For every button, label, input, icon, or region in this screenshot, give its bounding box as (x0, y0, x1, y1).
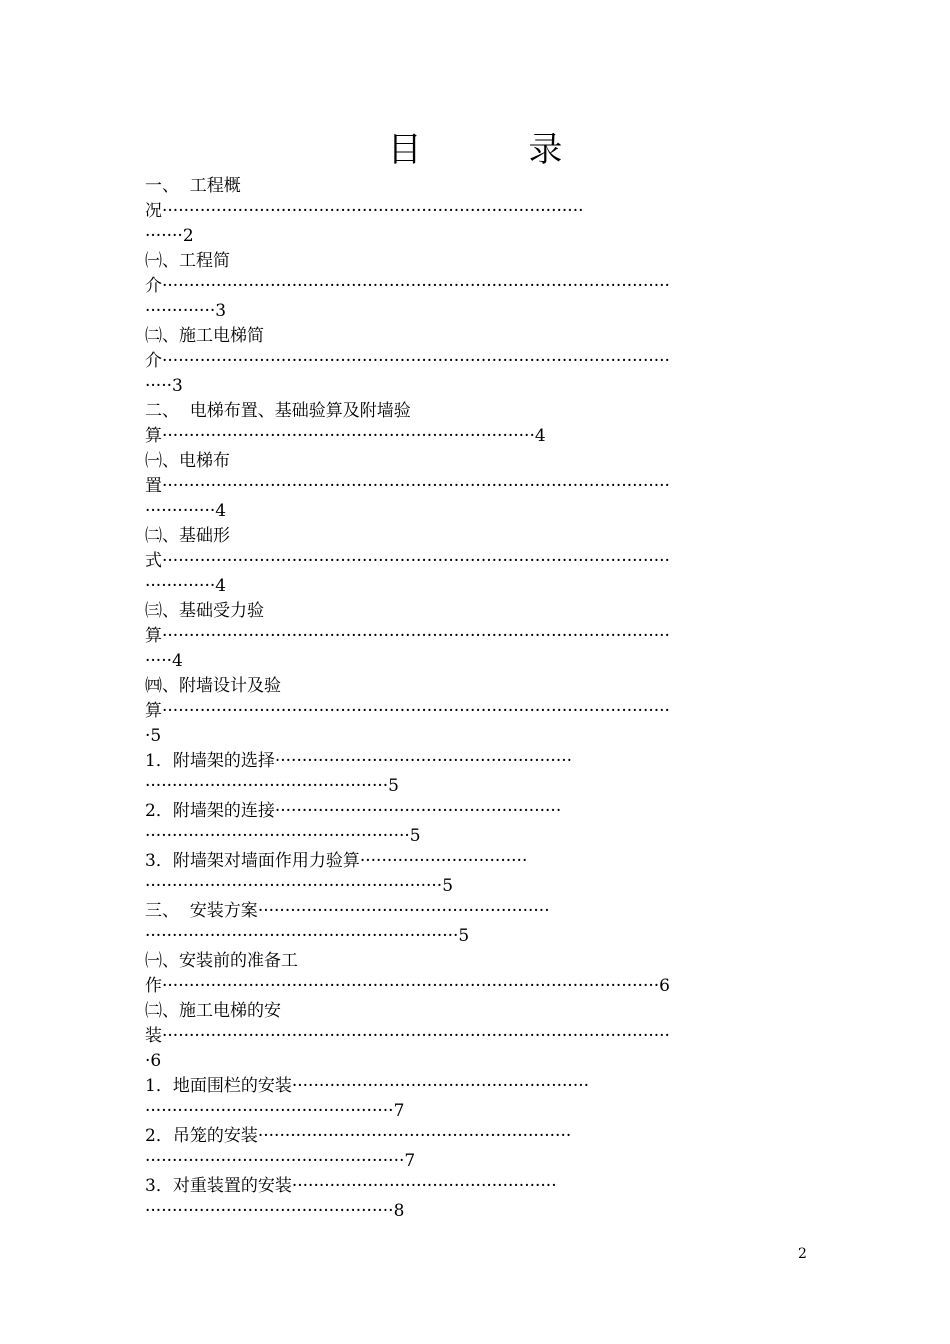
toc-text: 算 (145, 426, 162, 446)
toc-text: 2．吊笼的安装 (145, 1126, 258, 1146)
toc-text: 置 (145, 476, 162, 496)
toc-leader-dots: ·············································································· (162, 201, 584, 221)
toc-text: 2．附墙架的连接 (145, 801, 275, 821)
toc-text: 一、 工程概 (145, 176, 241, 196)
toc-leader-dots: ······························· (359, 851, 528, 871)
toc-leader-dots: ······························································································ (162, 701, 670, 721)
toc-text: ·5 (145, 726, 162, 746)
toc-text: ㈡、施工电梯简 (145, 326, 264, 346)
toc-entry-title[interactable] (145, 599, 264, 624)
toc-entry-title[interactable] (145, 1074, 589, 1099)
toc-entry-leader-page[interactable] (145, 1099, 404, 1124)
toc-entry-leader-page[interactable] (145, 1049, 161, 1074)
toc-entry-title-cont[interactable] (145, 549, 670, 574)
toc-entry-title-cont[interactable] (145, 974, 670, 999)
toc-entry-leader-page[interactable] (145, 924, 469, 949)
toc-entry-leader-page[interactable] (145, 874, 453, 899)
toc-entry-title[interactable] (145, 999, 281, 1024)
toc-entry-title[interactable] (145, 749, 572, 774)
toc-leader-dots: ······························································································ (162, 351, 670, 371)
toc-text: ·················································5 (145, 826, 421, 846)
toc-entry-leader-page[interactable] (145, 224, 194, 249)
toc-entry-title-cont[interactable] (145, 624, 670, 649)
toc-text: ㈠、工程简 (145, 251, 230, 271)
toc-leader-dots: ······················································ (257, 901, 550, 921)
toc-entry-title-cont[interactable] (145, 424, 546, 449)
toc-entry-title[interactable] (145, 1174, 557, 1199)
toc-text: 作 (145, 976, 162, 996)
toc-entry-title[interactable] (145, 524, 230, 549)
toc-text: 介 (145, 351, 162, 371)
page-number: 2 (798, 1246, 807, 1262)
toc-entry-title-cont[interactable] (145, 699, 670, 724)
toc-entry-title[interactable] (145, 899, 550, 924)
toc-text: ··············································7 (145, 1101, 405, 1121)
toc-text: ·············4 (145, 576, 227, 596)
toc-text: 算 (145, 701, 162, 721)
toc-entry-title-cont[interactable] (145, 474, 670, 499)
toc-leader-dots: ······················································· (291, 1076, 590, 1096)
toc-entry-title[interactable] (145, 849, 527, 874)
toc-text: ㈠、电梯布 (145, 451, 230, 471)
toc-text: ㈡、施工电梯的安 (145, 1001, 281, 1021)
toc-entry-title[interactable] (145, 799, 561, 824)
toc-leader-dots: ······························································································ (162, 626, 670, 646)
toc-text: ㈣、附墙设计及验 (145, 676, 281, 696)
toc-text: 式 (145, 551, 162, 571)
toc-entry-title-cont[interactable] (145, 274, 670, 299)
toc-text: ·······················································5 (145, 876, 454, 896)
toc-entry-title[interactable] (145, 174, 241, 199)
toc-leader-dots: ·····································································4 (162, 426, 546, 446)
toc-entry-leader-page[interactable] (145, 299, 226, 324)
toc-leader-dots: ······················································· (274, 751, 573, 771)
toc-entry-leader-page[interactable] (145, 649, 183, 674)
toc-entry-leader-page[interactable] (145, 1199, 404, 1224)
toc-text: ················································7 (145, 1151, 416, 1171)
toc-entry-leader-page[interactable] (145, 1149, 415, 1174)
toc-text: ·····4 (145, 651, 183, 671)
toc-text: 二、 电梯布置、基础验算及附墙验 (145, 401, 411, 421)
toc-entry-leader-page[interactable] (145, 774, 399, 799)
toc-text: 介 (145, 276, 162, 296)
toc-text: 况 (145, 201, 162, 221)
toc-leader-dots: ················································· (291, 1176, 557, 1196)
toc-entry-title[interactable] (145, 674, 281, 699)
toc-entry-title[interactable] (145, 399, 411, 424)
toc-text: 算 (145, 626, 162, 646)
toc-entry-leader-page[interactable] (145, 374, 183, 399)
toc-entry-leader-page[interactable] (145, 724, 161, 749)
toc-text: ·····3 (145, 376, 183, 396)
toc-text: ㈢、基础受力验 (145, 601, 264, 621)
toc-entry-title-cont[interactable] (145, 349, 670, 374)
toc-entry-title[interactable] (145, 1124, 571, 1149)
toc-text: 装 (145, 1026, 162, 1046)
toc-text: ··············································8 (145, 1201, 405, 1221)
toc-text: ·············4 (145, 501, 227, 521)
toc-leader-dots: ······························································································ (162, 476, 670, 496)
toc-leader-dots: ······························································································ (162, 1026, 670, 1046)
toc-entry-title-cont[interactable] (145, 199, 584, 224)
toc-text: ·······2 (145, 226, 194, 246)
toc-text: ·6 (145, 1051, 162, 1071)
toc-text: 3．对重装置的安装 (145, 1176, 292, 1196)
toc-leader-dots: ······························································································ (162, 551, 670, 571)
toc-leader-dots: ·························································· (257, 1126, 572, 1146)
toc-text: 3．附墙架对墙面作用力验算 (145, 851, 360, 871)
toc-text: ㈡、基础形 (145, 526, 230, 546)
toc-text: 1．地面围栏的安装 (145, 1076, 292, 1096)
toc-entry-title[interactable] (145, 949, 298, 974)
toc-entry-title-cont[interactable] (145, 1024, 670, 1049)
toc-entry-title[interactable] (145, 449, 230, 474)
toc-text: ··························································5 (145, 926, 470, 946)
toc-entry-title[interactable] (145, 249, 230, 274)
toc-leader-dots: ····················································· (274, 801, 562, 821)
toc-text: 三、 安装方案 (145, 901, 258, 921)
toc-leader-dots: ······························································································ (162, 276, 670, 296)
toc-text: ·············································5 (145, 776, 399, 796)
toc-text: 1．附墙架的选择 (145, 751, 275, 771)
toc-leader-dots: ····························································································6 (162, 976, 670, 996)
toc-entry-leader-page[interactable] (145, 824, 421, 849)
toc-entry-leader-page[interactable] (145, 574, 226, 599)
toc-text: ·············3 (145, 301, 227, 321)
toc-text: ㈠、安装前的准备工 (145, 951, 298, 971)
toc-entry-leader-page[interactable] (145, 499, 226, 524)
toc-entry-title[interactable] (145, 324, 264, 349)
toc-title: 目 录 (387, 130, 611, 170)
